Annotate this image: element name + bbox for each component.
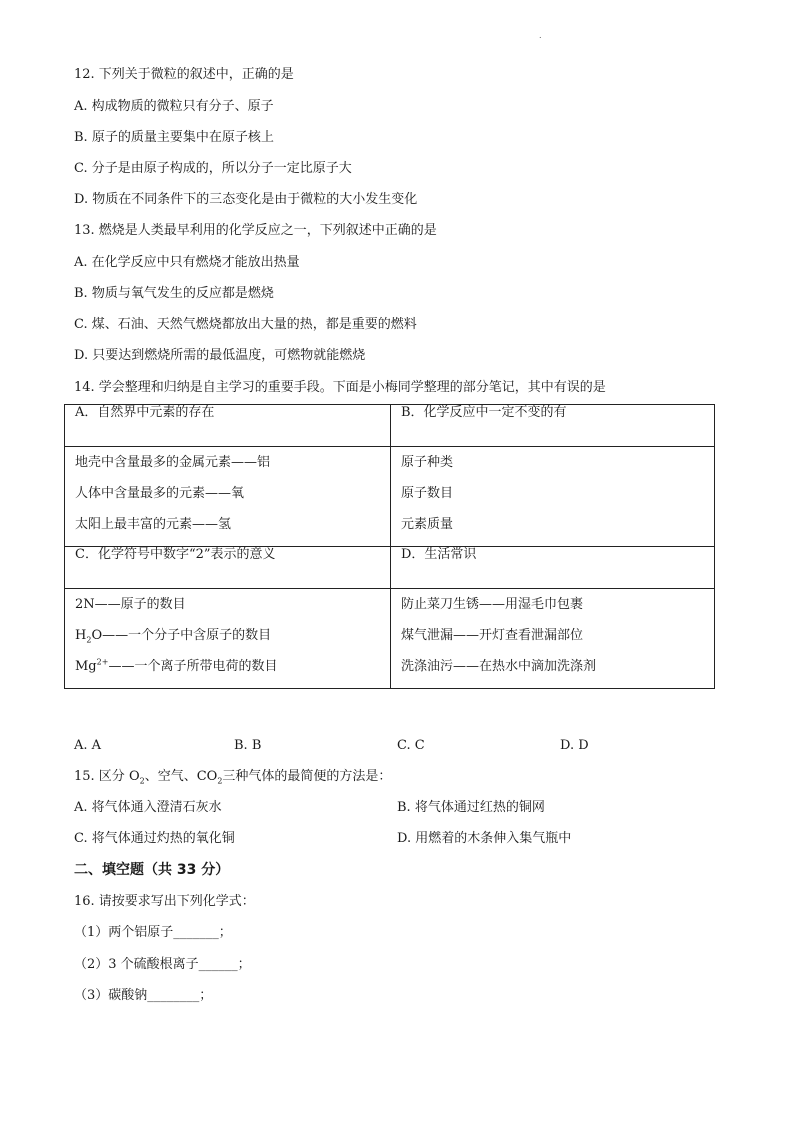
cell-d-items: [391, 589, 715, 689]
cell-d-item: 洗涤油污——在热水中滴加洗涤剂: [401, 659, 597, 674]
q14-stem: 14. 学会整理和归纳是自主学习的重要手段。下面是小梅同学整理的部分笔记，其中有误的是: [74, 380, 606, 395]
q13-stem: 13. 燃烧是人类最早利用的化学反应之一，下列叙述中正确的是: [74, 223, 437, 238]
cell-c-title: C．化学符号中数字“2”表示的意义: [65, 547, 391, 589]
cell-c-items: [65, 589, 391, 689]
q14-choice-a: A. A: [74, 738, 102, 753]
q16-item-3: （3）碳酸钠________；: [74, 988, 213, 1003]
q14-choice-b: B. B: [234, 738, 262, 753]
cell-c-item: [75, 620, 390, 651]
superscript: 2+: [96, 657, 109, 667]
q15-stem-part: 、空气、CO: [144, 769, 218, 784]
cell-c-item: [75, 651, 390, 682]
cell-d-item: 煤气泄漏——开灯查看泄漏部位: [401, 628, 584, 643]
formula-rest: O——一个分子中含原子的数目: [91, 628, 272, 643]
q15-option-a: A. 将气体通入澄清石灰水: [74, 800, 222, 815]
q14-choice-c: C. C: [397, 738, 425, 753]
cell-c-item: 2N——原子的数目: [75, 597, 186, 612]
q15-option-b: B. 将气体通过红热的铜网: [397, 800, 545, 815]
q15-stem: [74, 769, 391, 785]
q12-option-c: C. 分子是由原子构成的，所以分子一定比原子大: [74, 161, 352, 176]
q13-option-d: D. 只要达到燃烧所需的最低温度，可燃物就能燃烧: [74, 348, 366, 363]
cell-d-item: 防止菜刀生锈——用湿毛巾包裹: [401, 597, 584, 612]
cell-a-item: 地壳中含量最多的金属元素——铝: [75, 455, 271, 470]
cell-b-title: B．化学反应中一定不变的有: [391, 405, 715, 447]
formula-rest: ——一个离子所带电荷的数目: [108, 659, 278, 674]
cell-d-title: D．生活常识: [391, 547, 715, 589]
cell-b-item: 元素质量: [401, 517, 454, 532]
q16-item-2: （2）3 个硫酸根离子______；: [74, 957, 251, 972]
page-mark: .: [539, 31, 542, 40]
q15-option-c: C. 将气体通过灼热的氧化铜: [74, 831, 235, 846]
q13-option-a: A. 在化学反应中只有燃烧才能放出热量: [74, 255, 300, 270]
q12-stem: 12. 下列关于微粒的叙述中，正确的是: [74, 67, 294, 82]
q13-option-b: B. 物质与氧气发生的反应都是燃烧: [74, 286, 274, 301]
cell-a-items: [65, 447, 391, 547]
cell-a-item: 人体中含量最多的元素——氧: [75, 486, 245, 501]
cell-a-title: A．自然界中元素的存在: [65, 405, 391, 447]
subscript: 2: [217, 776, 223, 786]
q12-option-a: A. 构成物质的微粒只有分子、原子: [74, 99, 274, 114]
formula-mg: Mg: [75, 659, 97, 674]
q13-option-c: C. 煤、石油、天然气燃烧都放出大量的热，都是重要的燃料: [74, 317, 417, 332]
q14-notes-table: [64, 404, 715, 689]
cell-a-item: 太阳上最丰富的元素——氢: [75, 517, 232, 532]
formula-h: H: [75, 628, 87, 643]
cell-b-item: 原子数目: [401, 486, 454, 501]
cell-b-items: [391, 447, 715, 547]
section-title: 二、填空题（共 33 分）: [74, 862, 230, 878]
q16-stem: 16. 请按要求写出下列化学式：: [74, 894, 255, 909]
subscript: 2: [86, 635, 92, 645]
q12-option-d: D. 物质在不同条件下的三态变化是由于微粒的大小发生变化: [74, 192, 418, 207]
subscript: 2: [139, 776, 145, 786]
q15-stem-part: 15. 区分 O: [74, 769, 140, 784]
q12-option-b: B. 原子的质量主要集中在原子核上: [74, 130, 274, 145]
q15-option-d: D. 用燃着的木条伸入集气瓶中: [397, 831, 572, 846]
q15-stem-part: 三种气体的最简便的方法是：: [222, 769, 392, 784]
cell-b-item: 原子种类: [401, 455, 454, 470]
q16-item-1: （1）两个铝原子_______；: [74, 925, 232, 940]
q14-choice-d: D. D: [560, 738, 589, 753]
